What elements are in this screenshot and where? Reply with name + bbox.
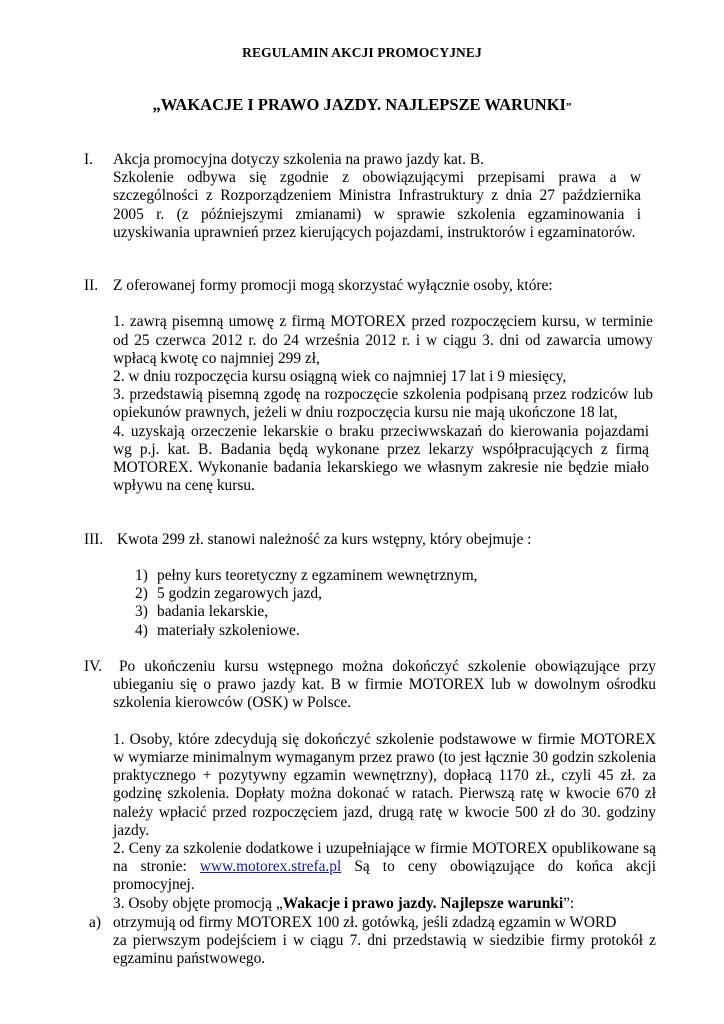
list-item-text: materiały szkoleniowe. (157, 621, 300, 639)
section-3-list (135, 567, 585, 640)
list-item (135, 567, 585, 585)
section-4-point-3 (113, 895, 656, 913)
document-title: REGULAMIN AKCJI PROMOCYJNEJ (242, 45, 482, 60)
list-item-text: 5 godzin zegarowych jazd, (157, 585, 322, 603)
section-3-intro: Kwota 299 zł. stanowi należność za kurs wstępny, który obejmuje : (117, 531, 532, 548)
promotion-name-closing-quote: ” (565, 101, 572, 113)
section-4-point-3-text: 3. Osoby objęte promocją „ (113, 894, 283, 912)
subpoint-a (113, 914, 656, 969)
website-link[interactable]: www.motorex.strefa.pl (199, 858, 342, 876)
list-item-text: badania lekarskie, (157, 603, 269, 621)
section-2-condition-4: 4. uzyskają orzeczenie lekarskie o braku przeciwwskazań do kierowania pojazdami wg p.j. kat. B. Badania będą wykonane przez lekarzy współpracujących z firmą MOTOREX. Wykonanie badania lekarskiego we własnym zakresie nie będzie miało wpływu na cenę kursu. (113, 422, 649, 495)
list-item-text: pełny kurs teoretyczny z egzaminem wewnętrznym, (157, 567, 478, 584)
section-1-number: I. (84, 151, 93, 168)
section-2-number: II. (84, 277, 99, 294)
list-item-number: 3) (135, 603, 148, 621)
section-3-number: III. (84, 531, 104, 548)
subpoint-a-first-line: otrzymują od firmy MOTOREX 100 zł. gotówką, jeśli zdadzą egzamin w WORD (113, 914, 617, 931)
subpoint-a-label: a) (89, 914, 101, 931)
list-item-number: 2) (135, 585, 148, 603)
list-item (135, 622, 585, 640)
list-item (135, 585, 585, 603)
section-4-point-2-text: 2. Ceny za szkolenie dodatkowe i uzupełniające w firmie MOTOREX opublikowane są na stronie: (113, 840, 656, 876)
section-4-point-1: 1. Osoby, które zdecydują się dokończyć szkolenie podstawowe w firmie MOTOREX w wymiarze minimalnym wymaganym przez prawo (to jest łącznie 30 godzin szkolenia praktycznego + pozytywny egzamin wewnętrzny), dopłacą 1170 zł., czyli 45 zł. za godzinę szkolenia. Dopłaty można dokonać w ratach. Pierwszą ratę w kwocie 670 zł należy wpłacić przed rozpoczęciem jazd, drugą ratę w kwocie 500 zł do 30. godziny jazdy. (113, 730, 656, 839)
section-4 (113, 658, 656, 913)
section-1 (113, 151, 641, 242)
section-2-condition-2: 2. w dniu rozpoczęcia kursu osiągną wiek co najmniej 17 lat i 9 miesięcy, (113, 368, 567, 385)
promotion-name-main: „WAKACJE I PRAWO JAZDY. NAJLEPSZE WARUNKI (152, 95, 566, 114)
section-4-point-2 (113, 840, 656, 895)
promotion-name-bold: Wakacje i prawo jazdy. Najlepsze warunki (282, 894, 564, 912)
list-item-number: 4) (135, 621, 148, 639)
section-1-first-line: Akcja promocyjna dotyczy szkolenia na prawo jazdy kat. B. (113, 151, 484, 168)
section-1-body: Szkolenie odbywa się zgodnie z obowiązującymi przepisami prawa a w szczególności z Rozporządzeniem Ministra Infrastruktury z dnia 27 października 2005 r. (z późniejszymi zmianami) w sprawie szkolenia egzaminowania i uzyskiwania uprawnień przez kierujących pojazdami, instruktorów i egzaminatorów. (113, 169, 641, 241)
section-4-point-3-end: ”: (563, 894, 575, 912)
section-2-intro: Z oferowanej formy promocji mogą skorzystać wyłącznie osoby, które: (113, 277, 553, 294)
section-2-condition-1: 1. zawrą pisemną umowę z firmą MOTOREX przed rozpoczęciem kursu, w terminie od 25 czerwca 2012 r. do 24 września 2012 r. i w ciągu 3. dni od zawarcia umowy wpłacą kwotę co najmniej 299 zł, (113, 313, 653, 367)
section-4-intro: Po ukończeniu kursu wstępnego można dokończyć szkolenie obowiązujące przy ubieganiu się o prawo jazdy kat. B w firmie MOTOREX lub w dowolnym ośrodku szkolenia kierowców (OSK) w Polsce. (113, 658, 656, 712)
section-2 (113, 277, 653, 495)
section-2-condition-3: 3. przedstawią pisemną zgodę na rozpoczęcie szkolenia podpisaną przez rodziców lub opiekunów prawnych, jeżeli w dniu rozpoczęcia kursu nie mają ukończone 18 lat, (113, 386, 653, 422)
subpoint-a-continuation: za pierwszym podejściem i w ciągu 7. dni przedstawią w siedzibie firmy protokół z egzaminu państwowego. (113, 932, 656, 968)
list-item (135, 603, 585, 621)
promotion-name (0, 96, 724, 116)
list-item-number: 1) (135, 567, 148, 584)
section-4-number: IV. (84, 658, 103, 675)
section-4-point-2-text-end: Są to ceny obowiązujące do końca akcji promocyjnej. (113, 858, 656, 894)
